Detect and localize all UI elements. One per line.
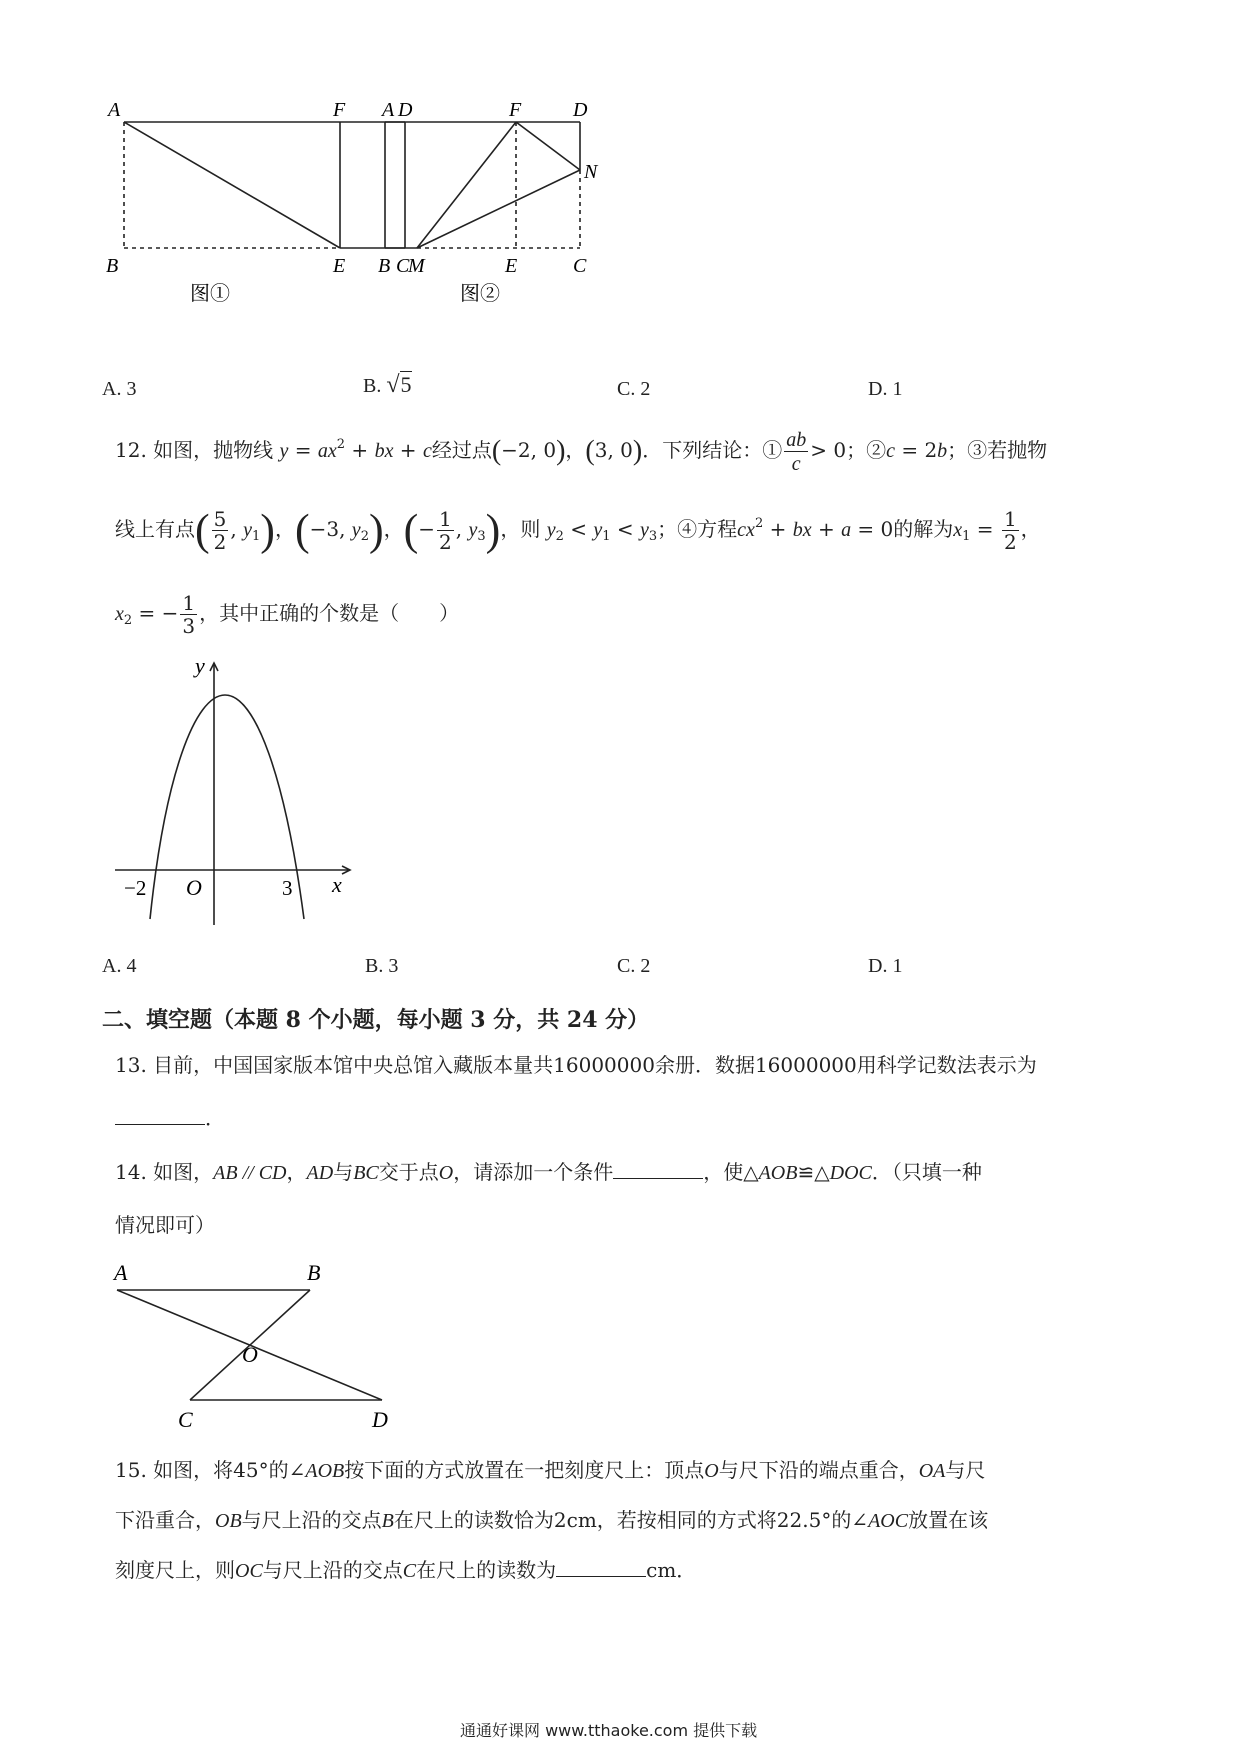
- q13-line-2: [115, 1106, 225, 1130]
- q12-option-a: A. 4: [102, 955, 137, 977]
- q13-line-1: 13. 目前，中国国家版本馆中央总馆入藏版本量共16000000余册．数据16000000用科学记数法表示为: [115, 1053, 1037, 1077]
- q15-aob: AOB: [305, 1460, 345, 1482]
- q14-line-1: [115, 1160, 982, 1185]
- q14-ad: AD: [306, 1162, 334, 1184]
- q12-text-4: ；②: [846, 438, 887, 462]
- q11-option-b-prefix: B.: [363, 375, 387, 397]
- q15-b: B: [381, 1510, 394, 1532]
- q14-text-c: 与: [333, 1160, 354, 1184]
- q14-label-c: C: [178, 1407, 193, 1432]
- q14-label-o: O: [242, 1342, 258, 1367]
- fig2-label-n: N: [584, 161, 598, 183]
- graph-label-y: y: [195, 655, 205, 678]
- q15-l2-a: 下沿重合，: [115, 1508, 215, 1532]
- fig2-label-c: C: [573, 255, 587, 277]
- q11-option-b: [363, 372, 412, 399]
- fig2-label-e: E: [505, 255, 518, 277]
- graph-label-origin: O: [186, 875, 202, 900]
- fig2-label-a: A: [382, 100, 395, 121]
- fig1-label-a: A: [108, 100, 121, 121]
- q15-c: C: [402, 1560, 417, 1582]
- q15-l3-c: 在尺上的读数为: [416, 1558, 557, 1582]
- q12-parabola-graph: [110, 655, 370, 935]
- q15-l1-a: 15. 如图，将: [115, 1458, 234, 1482]
- q15-l2-b: 与尺上沿的交点: [241, 1508, 382, 1532]
- q11-option-b-sqrt-value: 5: [400, 372, 412, 397]
- graph-label-3: 3: [282, 876, 293, 900]
- fig2-label-d: D: [573, 100, 588, 121]
- q15-l3-b: 与尺上沿的交点: [262, 1558, 403, 1582]
- fig1-label-b: B: [106, 255, 119, 277]
- fig1-label-f: F: [333, 100, 346, 121]
- q15-l1-d: 与尺下沿的端点重合，: [718, 1458, 919, 1482]
- q15-l1-b: 的∠: [268, 1458, 306, 1482]
- q13-answer-blank[interactable]: [115, 1106, 205, 1125]
- q14-text-d: 交于点: [378, 1160, 439, 1184]
- q14-text-a: 14. 如图，: [115, 1160, 214, 1184]
- q14-o: O: [438, 1162, 454, 1184]
- q15-l2-c: 在尺上的读数恰为2cm，若按相同的方式将: [393, 1508, 777, 1532]
- q14-doc: DOC: [829, 1162, 872, 1184]
- q15-l2-d: 的∠: [831, 1508, 869, 1532]
- q14-text-e: ，请添加一个条件: [453, 1160, 614, 1184]
- q15-deg45: 45°: [233, 1458, 269, 1482]
- q12-number: 12. 如图，抛物线: [115, 438, 274, 462]
- q13-line2-tail: ．: [205, 1106, 225, 1130]
- q12-line-3: $x_2$ = − $\frac{1}{3}$ ，其中正确的个数是（ ）: [115, 591, 460, 638]
- q14-label-a: A: [114, 1260, 128, 1285]
- section-2-heading: 二、填空题（本题 8 个小题，每小题 3 分，共 24 分）: [102, 1007, 650, 1033]
- q12-line2-b: ，则: [500, 517, 541, 541]
- q15-aoc: AOC: [868, 1510, 909, 1532]
- q14-label-d: D: [372, 1407, 388, 1432]
- q14-line-2: 情况即可）: [115, 1213, 215, 1237]
- fig2-label-b: B: [378, 255, 391, 277]
- q14-text-g: ．（只填一种: [871, 1160, 982, 1184]
- fig2-label-f: F: [509, 100, 522, 121]
- q15-l1-e: 与尺: [945, 1458, 986, 1482]
- q15-o: O: [704, 1460, 719, 1482]
- q12-line3-tail: ，其中正确的个数是（ ）: [199, 601, 460, 625]
- q12-text-1: 经过点: [431, 438, 492, 462]
- fig1-caption: 图①: [190, 283, 230, 305]
- q15-oc: OC: [235, 1560, 263, 1582]
- fig1-label-d: D: [398, 100, 413, 121]
- q14-ab-cd: AB // CD: [213, 1162, 287, 1184]
- graph-label-x: x: [332, 872, 342, 897]
- q12-line2-a: 线上有点: [115, 517, 195, 541]
- graph-label-neg2: −2: [124, 876, 147, 900]
- q11-option-a: A. 3: [102, 378, 137, 400]
- q12-line2-d: 的解为: [893, 517, 954, 541]
- sqrt-sign: √: [386, 372, 400, 398]
- q14-cong: ≌△: [797, 1160, 830, 1184]
- fig1-label-c: C: [396, 255, 410, 277]
- q15-l3-d: cm．: [646, 1558, 697, 1582]
- q14-label-b: B: [307, 1260, 321, 1285]
- fig2-caption: 图②: [460, 283, 500, 305]
- q15-line-2: [115, 1508, 988, 1533]
- q15-oa: OA: [918, 1460, 946, 1482]
- q15-answer-blank[interactable]: [556, 1558, 646, 1577]
- q14-answer-blank[interactable]: [613, 1160, 703, 1179]
- q15-line-1: [115, 1458, 985, 1483]
- q15-l1-c: 按下面的方式放置在一把刻度尺上：顶点: [344, 1458, 705, 1482]
- q12-option-c: C. 2: [617, 955, 651, 977]
- parabola-curve: [150, 695, 304, 919]
- q12-line-2: 线上有点( $\frac{5}{2}$ , $y_1$)，(−3, $y_2$)，(− $\frac{1}{2}$ , $y_3$)，则 $y_2 < y_1 < y_3$；④方程$cx^2$ + bx + a = 0的解为$x_1$ = $\frac{1}{2}$ ，: [115, 505, 1041, 555]
- q11-option-d: D. 1: [868, 378, 903, 400]
- q11-figures: [100, 100, 700, 340]
- q15-l3-a: 刻度尺上，则: [115, 1558, 235, 1582]
- q12-option-b: B. 3: [365, 955, 399, 977]
- q14-text-f: ，使△: [703, 1160, 759, 1184]
- q14-aob: AOB: [758, 1162, 798, 1184]
- q12-option-d: D. 1: [868, 955, 903, 977]
- q15-deg225: 22.5°: [776, 1508, 832, 1532]
- q15-l2-e: 放置在该: [908, 1508, 989, 1532]
- q14-bc: BC: [353, 1162, 379, 1184]
- q12-text-3: ．下列结论：①: [642, 438, 783, 462]
- q14-figure: [100, 1255, 420, 1435]
- page-footer: 通通好课网 www.tthaoke.com 提供下载: [460, 1721, 758, 1740]
- q12-text-2: ，: [565, 438, 586, 462]
- q12-line2-c: ；④方程: [657, 517, 738, 541]
- fraction-ab-c: $\frac{ab}{c}$: [786, 429, 807, 475]
- fig1-label-e: E: [333, 255, 346, 277]
- q15-ob: OB: [215, 1510, 242, 1532]
- figure-2: [385, 122, 580, 248]
- fig2-label-m: M: [408, 255, 425, 277]
- q14-text-b: ，: [286, 1160, 307, 1184]
- q12-text-5: ；③若抛物: [947, 438, 1048, 462]
- figure-1: [124, 122, 405, 248]
- q11-option-c: C. 2: [617, 378, 651, 400]
- q15-line-3: [115, 1558, 696, 1583]
- q12-line-1: 12. 如图，抛物线 $y = ax^2$ + bx + c经过点(−2, 0)，(3, 0)．下列结论：① $\frac{ab}{c}$ > 0；②c = 2b；③若抛物: [115, 429, 1048, 475]
